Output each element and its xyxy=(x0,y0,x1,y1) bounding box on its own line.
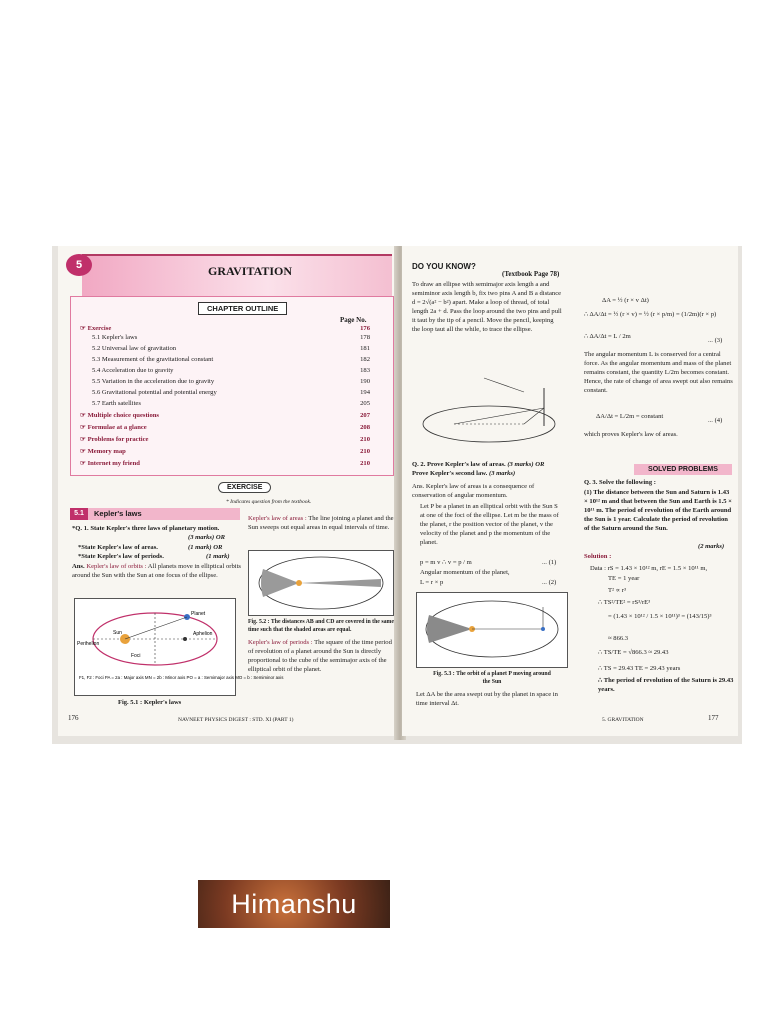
outline-item: ☞ Memory map 210 xyxy=(80,448,370,455)
outline-item: 5.1 Kepler's laws 178 xyxy=(92,334,370,341)
question-1c-marks: (1 mark) xyxy=(206,553,230,560)
equation-b: ∴ ΔA/Δt = ½ (r × v) = ½ (r × p/m) = (1/2m)(r × p) xyxy=(584,311,717,318)
outline-item: ☞ Formulae at a glance 208 xyxy=(80,424,370,431)
outline-title: CHAPTER OUTLINE xyxy=(198,302,287,315)
question-1: *Q. 1. State Kepler's three laws of planetary motion. xyxy=(72,525,220,532)
equation-d: ΔA/Δt = L/2m = constant xyxy=(596,413,664,420)
outline-item: 5.5 Variation in the acceleration due to gravity 190 xyxy=(92,378,370,385)
outline-item: 5.7 Earth satellites 205 xyxy=(92,400,370,407)
outline-item: ☞ Internet my friend 210 xyxy=(80,460,370,467)
textbook-note: * Indicates question from the textbook. xyxy=(226,499,312,505)
outline-item: 5.4 Acceleration due to gravity 183 xyxy=(92,367,370,374)
solution-step-2: ∴ TS²/TE² = rS³/rE³ xyxy=(598,599,651,606)
angular-momentum-label: Angular momentum of the planet, xyxy=(420,569,510,576)
delta-area-text: Let ΔA be the area swept out by the planet in space in time interval Δt. xyxy=(416,691,558,707)
outline-item: ☞ Multiple choice questions 207 xyxy=(80,412,370,419)
figure-5-2-caption: Fig. 5.2 : The distances AB and CD are covered in the same time such that the shaded areas are equal. xyxy=(248,619,394,633)
equation-a: ΔA = ½ (r × v Δt) xyxy=(602,297,649,304)
right-page-number: 177 xyxy=(708,714,719,722)
svg-text:Planet: Planet xyxy=(191,611,206,617)
equation-c-number: ... (3) xyxy=(708,337,723,344)
solution-step-5: ∴ TS/TE = √866.3 ≈ 29.43 xyxy=(598,649,669,656)
question-1c: *State Kepler's law of periods. xyxy=(78,553,164,560)
left-page-number: 176 xyxy=(68,714,79,722)
solution-step-3: = (1.43 × 10¹² / 1.5 × 10¹¹)³ = (143/15)³ xyxy=(608,613,712,620)
svg-text:Perihelion: Perihelion xyxy=(77,641,100,647)
answer-2: Ans. Kepler's law of areas is a consequence of conservation of angular momentum. xyxy=(412,483,535,499)
dyk-text: To draw an ellipse with semimajor axis length a and semiminor axis length b, fix two pins A and B a distance d = 2√(a² − b²) apart. Make a loop of thread, of total length 2a + d. Pass the loop around the two pins and pull it taut by the tip of a pencil. Move the pencil, keeping the loop taut all the while, to trace the ellipse. xyxy=(412,281,562,333)
equation-1-number: ... (1) xyxy=(542,559,557,566)
law-of-areas: Kepler's law of areas : The line joining a planet and the Sun sweeps out equal areas in equal intervals of time. xyxy=(248,515,394,531)
exercise-label: EXERCISE xyxy=(218,482,271,493)
figure-5-2 xyxy=(248,550,394,616)
svg-text:Aphelion: Aphelion xyxy=(193,631,213,637)
question-2: Q. 2. Prove Kepler's law of areas. (3 marks) OR Prove Kepler's second law. (3 marks) xyxy=(412,461,545,477)
pencil-thread-diagram xyxy=(414,368,564,458)
solution-step-6: ∴ TS = 29.43 TE = 29.43 years xyxy=(598,665,681,672)
left-footer: NAVNEET PHYSICS DIGEST : STD. XI (PART 1) xyxy=(178,717,294,723)
planet-orbit-diagram xyxy=(417,593,567,667)
ellipse-drawing-figure xyxy=(414,368,564,458)
law-of-periods: Kepler's law of periods : The square of the time period of revolution of a planet around the Sun is directly proportional to the cube of the semimajor axis of the elliptical orbit of the planet. xyxy=(248,639,392,673)
equal-areas-diagram xyxy=(249,551,393,615)
left-page xyxy=(58,246,400,736)
right-footer: 5. GRAVITATION xyxy=(602,717,644,723)
dyk-title: DO YOU KNOW? xyxy=(412,262,476,271)
dyk-ref: (Textbook Page 78) xyxy=(502,270,560,278)
solution-step-1: T² ∝ r³ xyxy=(608,587,626,594)
outline-item: 5.6 Gravitational potential and potential energy 194 xyxy=(92,389,370,396)
right-page xyxy=(402,246,738,736)
question-1b: *State Kepler's law of areas. xyxy=(78,544,158,551)
svg-text:F1, F2 : Foci PA = 2a : Majo: F1, F2 : Foci PA = 2a : Major axis MN = 2b : Minor axis PO = a : Semimajor axis MO = b : Semiminor axis xyxy=(79,675,284,680)
outline-item: 5.2 Universal law of gravitation 181 xyxy=(92,345,370,352)
solved-problems-title: SOLVED PROBLEMS xyxy=(634,464,732,475)
page-no-header: Page No. xyxy=(340,316,367,324)
equation-d-number: ... (4) xyxy=(708,417,723,424)
solution-conclusion: ∴ The period of revolution of the Saturn is 29.43 years. xyxy=(598,677,734,693)
answer-orbits: Ans. Kepler's law of orbits : All planets move in elliptical orbits around the Sun with the Sun at one focus of the ellipse. xyxy=(72,563,241,579)
equation-1: p = m v ∴ v = p / m xyxy=(420,559,472,566)
figure-5-3 xyxy=(416,592,568,668)
kepler-orbit-diagram xyxy=(75,599,284,695)
section-number: 5.1 xyxy=(70,508,88,520)
watermark-text: Himanshu xyxy=(231,889,357,919)
watermark-badge xyxy=(198,880,390,928)
conservation-text: The angular momentum L is conserved for a central force. As the angular momentum and mass of the planet remains constant, the quantity L/2m becomes constant. Hence, the rate of change of area swept out also remains constant. xyxy=(584,351,733,394)
outline-item: ☞ Problems for practice 210 xyxy=(80,436,370,443)
svg-text:Foci: Foci xyxy=(131,653,141,659)
question-3-problem: (1) The distance between the Sun and Saturn is 1.43 × 10¹² m and that between the Sun and Earth is 1.5 × 10¹¹ m. The period of revolution of the Earth around the Sun is 1 year. Calculate the period of revolution of the Saturn around the Sun. xyxy=(584,489,732,532)
proves-text: which proves Kepler's law of areas. xyxy=(584,431,678,438)
chapter-number-badge: 5 xyxy=(66,254,92,276)
chapter-title: GRAVITATION xyxy=(208,264,293,278)
solution-data: Data : rS = 1.43 × 10¹² m, rE = 1.5 × 10¹¹ m, xyxy=(590,565,708,572)
question-3-marks: (2 marks) xyxy=(698,543,725,550)
figure-5-1-caption: Fig. 5.1 : Kepler's laws xyxy=(118,699,182,706)
answer-2-text: Let P be a planet in an elliptical orbit with the Sun S at one of the foci of the ellipse. Let m be the mass of the planet, r the position vector of the planet, v the velocity of the planet and p the momentum of the planet. xyxy=(420,503,559,546)
outline-item: ☞ Exercise 176 xyxy=(80,325,370,332)
equation-2: L = r × p xyxy=(420,579,444,586)
figure-5-3-caption: Fig. 5.3 : The orbit of a planet P moving around the Sun xyxy=(433,671,551,685)
solution-step-4: ≈ 866.3 xyxy=(608,635,629,642)
outline-item: 5.3 Measurement of the gravitational constant 182 xyxy=(92,356,370,363)
question-1b-marks: (1 mark) OR xyxy=(188,544,223,551)
section-title: Kepler's laws xyxy=(94,509,142,518)
svg-text:Sun: Sun xyxy=(113,630,122,636)
solution-label: Solution : xyxy=(584,553,612,560)
question-1-marks: (3 marks) OR xyxy=(188,534,225,541)
equation-2-number: ... (2) xyxy=(542,579,557,586)
solution-te: TE = 1 year xyxy=(608,575,640,582)
figure-5-1 xyxy=(74,598,284,696)
equation-c: ∴ ΔA/Δt = L / 2m xyxy=(584,333,631,340)
question-3: Q. 3. Solve the following : xyxy=(584,479,656,486)
open-book xyxy=(52,246,742,744)
